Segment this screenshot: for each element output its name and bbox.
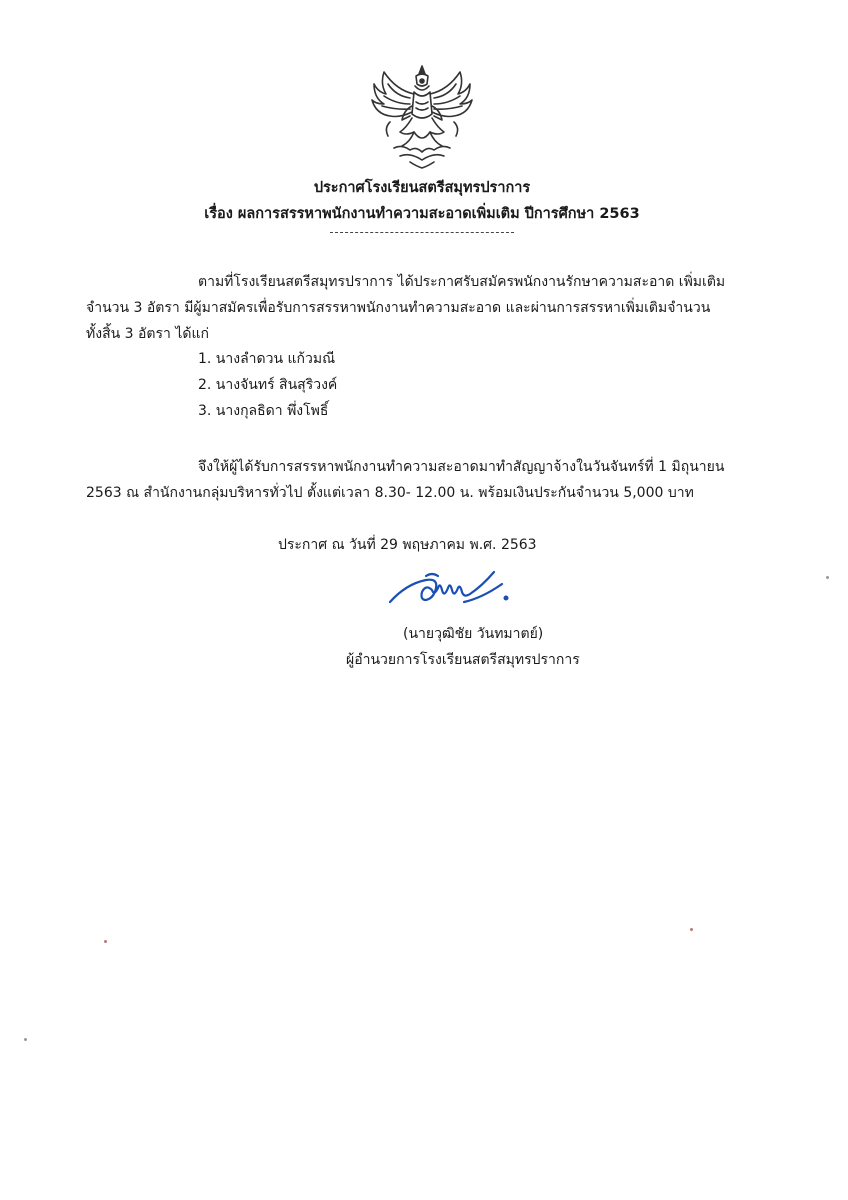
garuda-emblem-icon xyxy=(370,62,474,170)
paragraph-line: 2563 ณ สำนักงานกลุ่มบริหารทั่วไป ตั้งแต่เวลา 8.30- 12.00 น. พร้อมเงินประกันจำนวน 5,000 บาท xyxy=(86,485,694,501)
signatory-position: ผู้อำนวยการโรงเรียนสตรีสมุทรปราการ xyxy=(346,652,580,668)
list-item: 1. นางลำดวน แก้วมณี xyxy=(198,351,336,367)
scan-speck xyxy=(826,576,829,579)
announcement-date: ประกาศ ณ วันที่ 29 พฤษภาคม พ.ศ. 2563 xyxy=(278,537,537,553)
signatory-name: (นายวุฒิชัย วันทมาตย์) xyxy=(403,626,544,642)
signature xyxy=(386,562,514,614)
paragraph-line: จำนวน 3 อัตรา มีผู้มาสมัครเพื่อรับการสรรหาพนักงานทำความสะอาด และผ่านการสรรหาเพิ่มเติมจำนวน xyxy=(86,300,711,316)
title-divider xyxy=(330,232,514,233)
paragraph-line: ตามที่โรงเรียนสตรีสมุทรปราการ ได้ประกาศรับสมัครพนักงานรักษาความสะอาด เพิ่มเติม xyxy=(198,274,726,290)
scan-speck xyxy=(690,928,693,931)
list-item: 3. นางกุลธิดา พึ่งโพธิ์ xyxy=(198,403,329,419)
list-item: 2. นางจันทร์ สินสุริวงค์ xyxy=(198,377,338,393)
paragraph-line: ทั้งสิ้น 3 อัตรา ได้แก่ xyxy=(86,326,209,342)
paragraph-line: จึงให้ผู้ได้รับการสรรหาพนักงานทำความสะอาดมาทำสัญญาจ้างในวันจันทร์ที่ 1 มิถุนายน xyxy=(198,459,725,475)
document-title: ประกาศโรงเรียนสตรีสมุทรปราการ xyxy=(313,180,531,196)
document-subject: เรื่อง ผลการสรรหาพนักงานทำความสะอาดเพิ่มเติม ปีการศึกษา 2563 xyxy=(204,206,640,222)
scan-speck xyxy=(104,940,107,943)
scan-speck xyxy=(24,1038,27,1041)
